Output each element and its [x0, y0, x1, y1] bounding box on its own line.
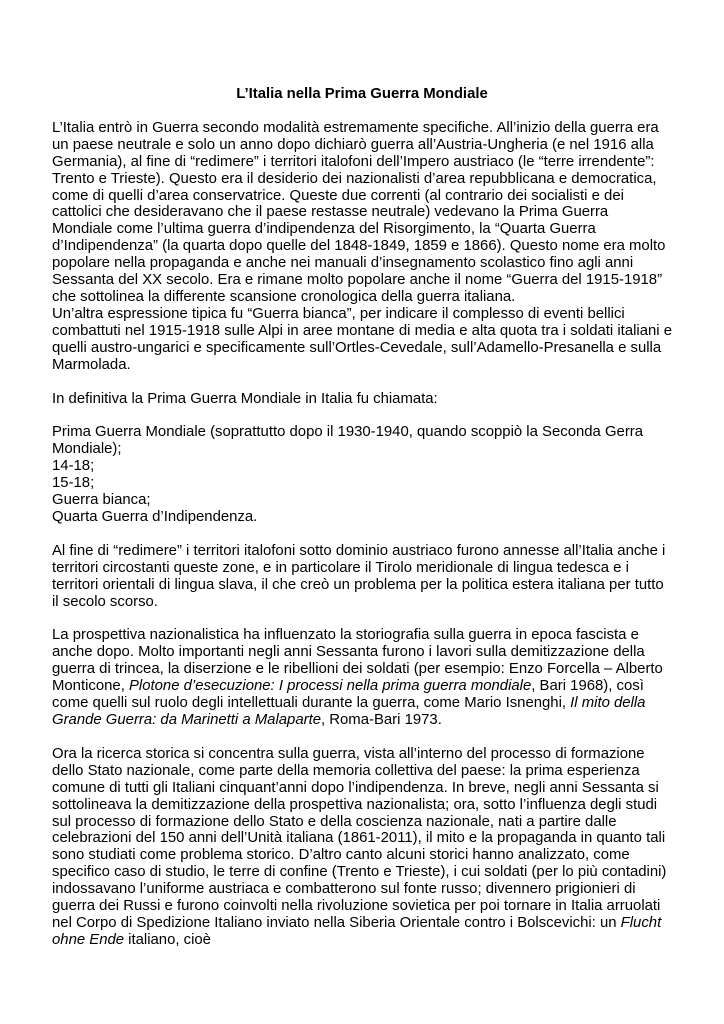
text-run: , Bari 1968), così come quelli sul ruolo degli intellettuali durante la guerra, come Mario Isnenghi,: [52, 678, 644, 712]
text-run: , Roma-Bari 1973.: [321, 712, 442, 728]
text-run: La prospettiva nazionalistica ha influenzato la storiografia sulla guerra in epoca fascista e anche dopo. Molto importanti negli anni Sessanta furono i lavori sulla demitizzazione della guerra di trincea, la diserzione e le ribellioni dei soldati (per esempio: Enzo Forcella – Alberto Monticone,: [52, 627, 663, 695]
text-run: Ora la ricerca storica si concentra sulla guerra, vista all’interno del processo di formazione dello Stato nazionale, come parte della memoria collettiva del paese: la prima esperienza comune di tutti gli Italiani cinquant’anni dopo l’indipendenza. In breve, negli anni Sessanta si sottolineava la demitizzazione della prospettiva nazionalista; ora, sotto l’influenza degli studi sul processo di formazione dello Stato e della coscienza nazionale, nati a partire dalle celebrazioni del 150 anni dell’Unità italiana (1861-2011), il mito e la propaganda in quanto tali sono studiati come problema storico. D’altro canto alcuni storici hanno analizzato, come specifico caso di studio, le terre di confine (Trento e Trieste), i cui soldati (per lo più contadini) indossavano l’uniforme austriaca e combatterono sul fonte russo; divennero prigionieri di guerra dei Russi e furono coinvolti nella rivoluzione sovietica per poi tornare in Italia arruolati nel Corpo di Spedizione Italiano inviato nella Siberia Orientale contro i Bolscevichi: un: [52, 745, 667, 931]
document-title: L’Italia nella Prima Guerra Mondiale: [236, 86, 488, 102]
text-run: italiano, cioè: [124, 931, 211, 948]
paragraph-spacer: [52, 407, 672, 424]
name-item: Guerra bianca;: [52, 492, 151, 509]
paragraph-spacer: [52, 729, 672, 746]
book-title-mito: Il mito della Grande Guerra: da Marinetti a Malaparte: [52, 695, 646, 728]
paragraph-spacer: [52, 526, 672, 543]
paragraph-intro: L’Italia entrò in Guerra secondo modalità estremamente specifiche. All’inizio della guerra era un paese neutrale e solo un anno dopo dichiarò guerra all’Austria-Ungheria (e nel 1916 alla Germania), al fine di “redimere” i territori italofoni dell’Impero austriaco (le “terre irrendente”: Trento e Trieste). Questo era il desiderio dei nazionalisti d’area repubblicana e democratica, come di quelli d’area conservatrice. Queste due correnti (al contrario dei socialisti e dei cattolici che desideravano che il paese restasse neutrale) vedevano la Prima Guerra Mondiale come l’ultima guerra d’indipendenza del Risorgimento, la “Quarta Guerra d’Indipendenza” (la quarta dopo quelle del 1848-1849, 1859 e 1866). Questo nome era molto popolare nella propaganda e anche nei manuali d’insegnamento scolastico fino agli anni Sessanta del XX secolo. Era e rimane molto popolare anche il nome “Guerra del 1915-1918” che sottolinea la differente scansione cronologica della guerra italiana.: [52, 119, 666, 305]
paragraph-names-intro: In definitiva la Prima Guerra Mondiale in Italia fu chiamata:: [52, 390, 438, 407]
name-item: Quarta Guerra d’Indipendenza.: [52, 508, 258, 525]
book-title-flucht: Flucht ohne Ende: [52, 914, 662, 948]
name-item: Prima Guerra Mondiale (soprattutto dopo il 1930-1940, quando scoppiò la Seconda Gerra Mondiale);: [52, 424, 644, 458]
paragraph-current-research: [52, 746, 672, 949]
book-title-plotone: Plotone d’esecuzione: I processi nella prima guerra mondiale: [128, 678, 532, 695]
paragraph-spacer: [52, 610, 672, 627]
paragraph-spacer: [52, 374, 672, 391]
name-item: 15-18;: [52, 475, 95, 492]
paragraph-guerra-bianca: Un’altra espressione tipica fu “Guerra bianca”, per indicare il complesso di eventi bellici combattuti nel 1915-1918 sulle Alpi in aree montane di media e alta quota tra i soldati italiani e quelli austro-ungarici e specificamente sull’Ortles-Cevedale, sull’Adamello-Presanella e sulla Marmolada.: [52, 305, 673, 373]
name-item: 14-18;: [52, 458, 95, 475]
paragraph-historiography: [52, 627, 672, 728]
paragraph-annexation: Al fine di “redimere” i territori italofoni sotto dominio austriaco furono annesse all’Italia anche i territori circostanti queste zone, e in particolare il Tirolo meridionale di lingua tedesca e i territori orientali di lingua slava, il che creò un problema per la politica estera italiana per tutto il secolo scorso.: [52, 542, 666, 610]
document-page: [52, 86, 672, 949]
